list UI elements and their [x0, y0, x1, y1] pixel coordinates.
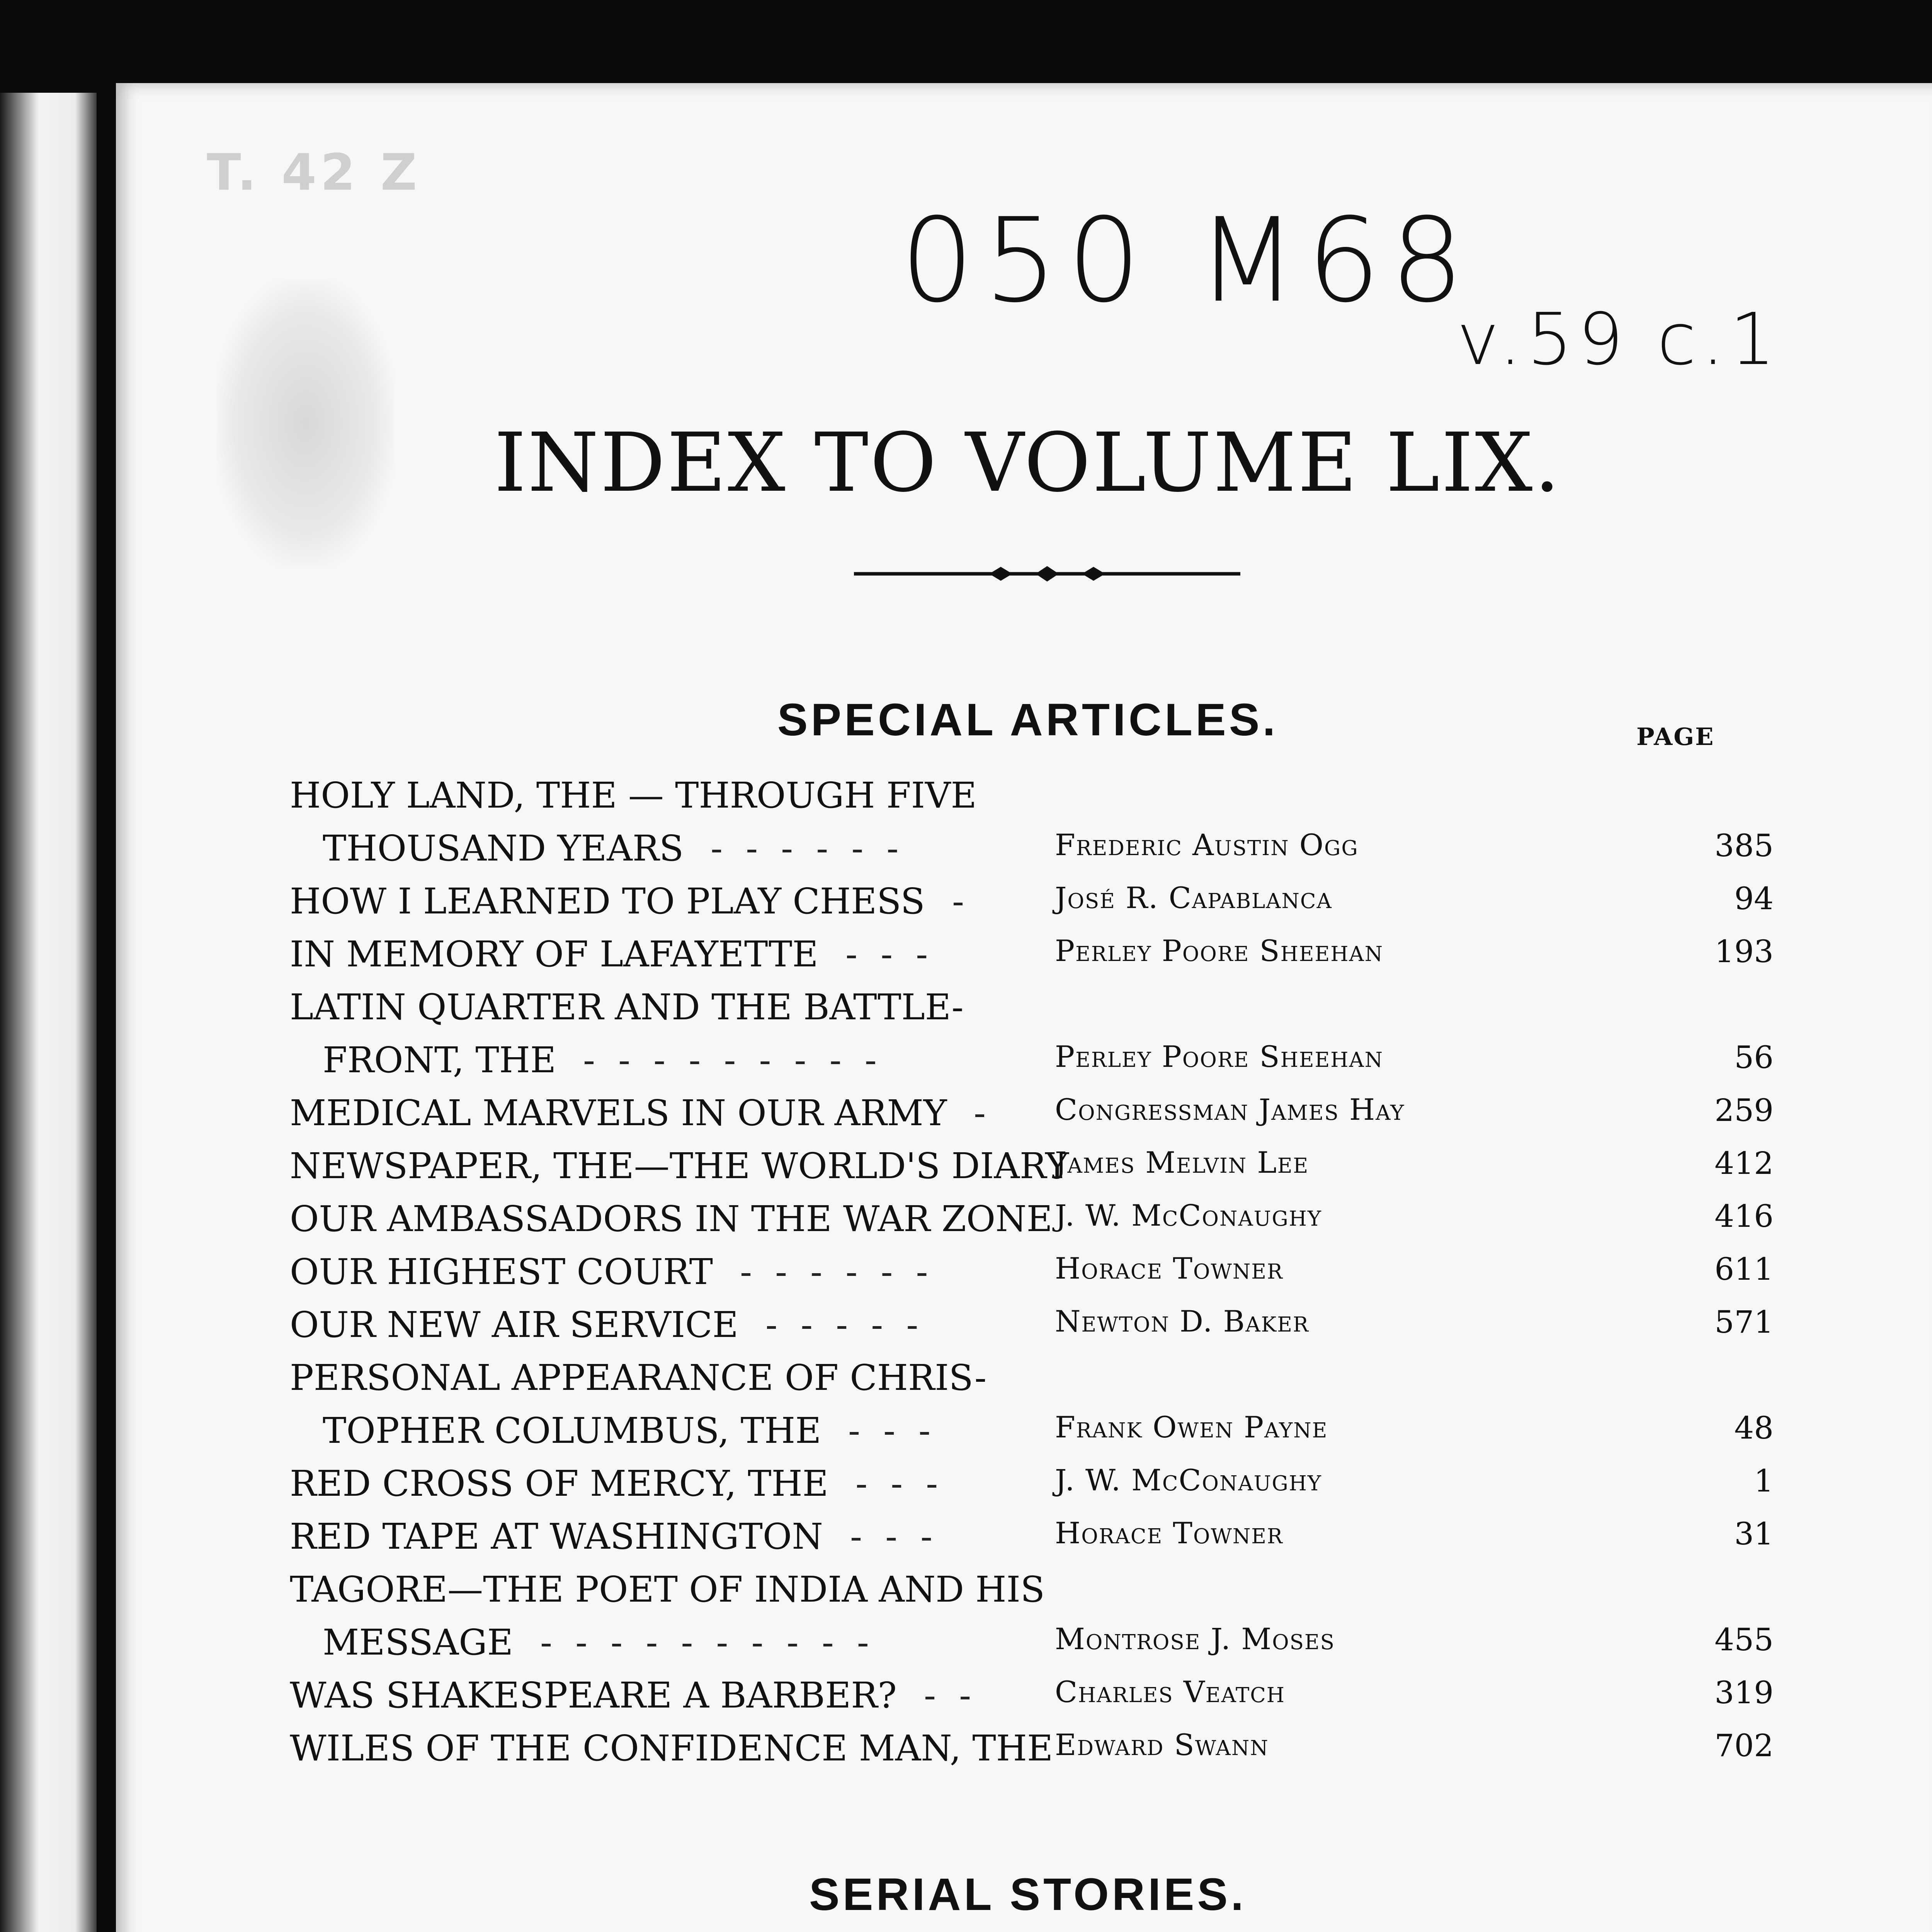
entry-title: OUR AMBASSADORS IN THE WAR ZONE — [290, 1198, 1053, 1240]
entry-author: J. W. McConaughy — [1055, 1463, 1322, 1497]
entry-page: 571 — [1714, 1304, 1774, 1340]
page-column-label: PAGE — [1636, 723, 1715, 751]
entry-page: 416 — [1714, 1198, 1774, 1234]
leader-dashes: - — [952, 881, 988, 922]
leader-dashes: -- — [924, 1675, 995, 1716]
entry-author: Frederic Austin Ogg — [1055, 828, 1359, 862]
entry-title: TOPHER COLUMBUS, THE — [323, 1410, 821, 1451]
handwritten-volume-copy: v.59 c.1 — [1457, 298, 1781, 381]
entry-title: MESSAGE — [323, 1622, 513, 1663]
index-page — [116, 83, 1932, 1932]
entry-title: PERSONAL APPEARANCE OF CHRIS- — [290, 1357, 987, 1398]
leader-dashes: --- — [848, 1410, 954, 1451]
entry-page: 611 — [1714, 1251, 1774, 1287]
entry-page: 31 — [1734, 1516, 1774, 1552]
entry-page: 455 — [1714, 1622, 1774, 1658]
faded-stamp: T. 42 Z — [207, 143, 421, 202]
entry-title: NEWSPAPER, THE—THE WORLD'S DIARY — [290, 1145, 1069, 1187]
page-title: INDEX TO VOLUME LIX. — [494, 415, 1562, 510]
entry-author: Horace Towner — [1055, 1516, 1283, 1550]
entry-title: OUR NEW AIR SERVICE — [290, 1304, 738, 1345]
entry-author: Frank Owen Payne — [1055, 1410, 1328, 1444]
section-heading: SPECIAL ARTICLES. — [777, 694, 1279, 745]
left-page-edge — [0, 93, 97, 1932]
entry-author: Newton D. Baker — [1055, 1304, 1309, 1338]
entry-author: J. W. McConaughy — [1055, 1198, 1322, 1233]
leader-dashes: ---------- — [540, 1622, 892, 1663]
entry-title: TAGORE—THE POET OF INDIA AND HIS — [290, 1569, 1045, 1610]
leader-dashes: - — [974, 1092, 1009, 1134]
entry-page: 56 — [1734, 1039, 1774, 1075]
entry-author: Congressman James Hay — [1055, 1092, 1405, 1127]
entry-title: FRONT, THE — [323, 1039, 556, 1081]
entry-page: 1 — [1754, 1463, 1774, 1499]
entry-title: WAS SHAKESPEARE A BARBER? — [290, 1675, 897, 1716]
entry-author: Charles Veatch — [1055, 1675, 1285, 1709]
entry-title: IN MEMORY OF LAFAYETTE — [290, 934, 818, 975]
leader-dashes: --- — [855, 1463, 961, 1504]
leader-dashes: --- — [850, 1516, 956, 1557]
entry-page: 193 — [1714, 934, 1774, 969]
entry-title: HOLY LAND, THE — THROUGH FIVE — [290, 775, 977, 816]
entry-title: RED TAPE AT WASHINGTON — [290, 1516, 823, 1557]
entry-title: THOUSAND YEARS — [323, 828, 684, 869]
section-heading: SERIAL STORIES. — [809, 1869, 1247, 1920]
entry-author: Montrose J. Moses — [1055, 1622, 1335, 1656]
leader-dashes: ------ — [740, 1251, 951, 1293]
ornament-rule — [854, 562, 1240, 585]
entry-page: 412 — [1714, 1145, 1774, 1181]
entry-title: LATIN QUARTER AND THE BATTLE- — [290, 986, 964, 1028]
entry-title: WILES OF THE CONFIDENCE MAN, THE — [290, 1728, 1053, 1769]
entry-page: 48 — [1734, 1410, 1774, 1446]
entry-page: 319 — [1714, 1675, 1774, 1711]
entry-author: Perley Poore Sheehan — [1055, 1039, 1384, 1074]
entry-author: James Melvin Lee — [1055, 1145, 1309, 1180]
entry-title: MEDICAL MARVELS IN OUR ARMY — [290, 1092, 947, 1134]
entry-page: 259 — [1714, 1092, 1774, 1128]
entry-author: Edward Swann — [1055, 1728, 1269, 1762]
entry-author: Perley Poore Sheehan — [1055, 934, 1384, 968]
entry-page: 385 — [1714, 828, 1774, 864]
leader-dashes: ------ — [711, 828, 922, 869]
leader-dashes: --- — [845, 934, 951, 975]
leader-dashes: ----- — [765, 1304, 942, 1345]
leader-dashes: --------- — [583, 1039, 900, 1081]
entry-title: RED CROSS OF MERCY, THE — [290, 1463, 828, 1504]
entry-author: José R. Capablanca — [1055, 881, 1332, 915]
entry-page: 94 — [1734, 881, 1774, 917]
entry-page: 702 — [1714, 1728, 1774, 1764]
entry-title: OUR HIGHEST COURT — [290, 1251, 713, 1293]
entry-title: HOW I LEARNED TO PLAY CHESS — [290, 881, 925, 922]
entry-author: Horace Towner — [1055, 1251, 1283, 1286]
handwritten-call-number: 050 M68 — [900, 193, 1474, 328]
